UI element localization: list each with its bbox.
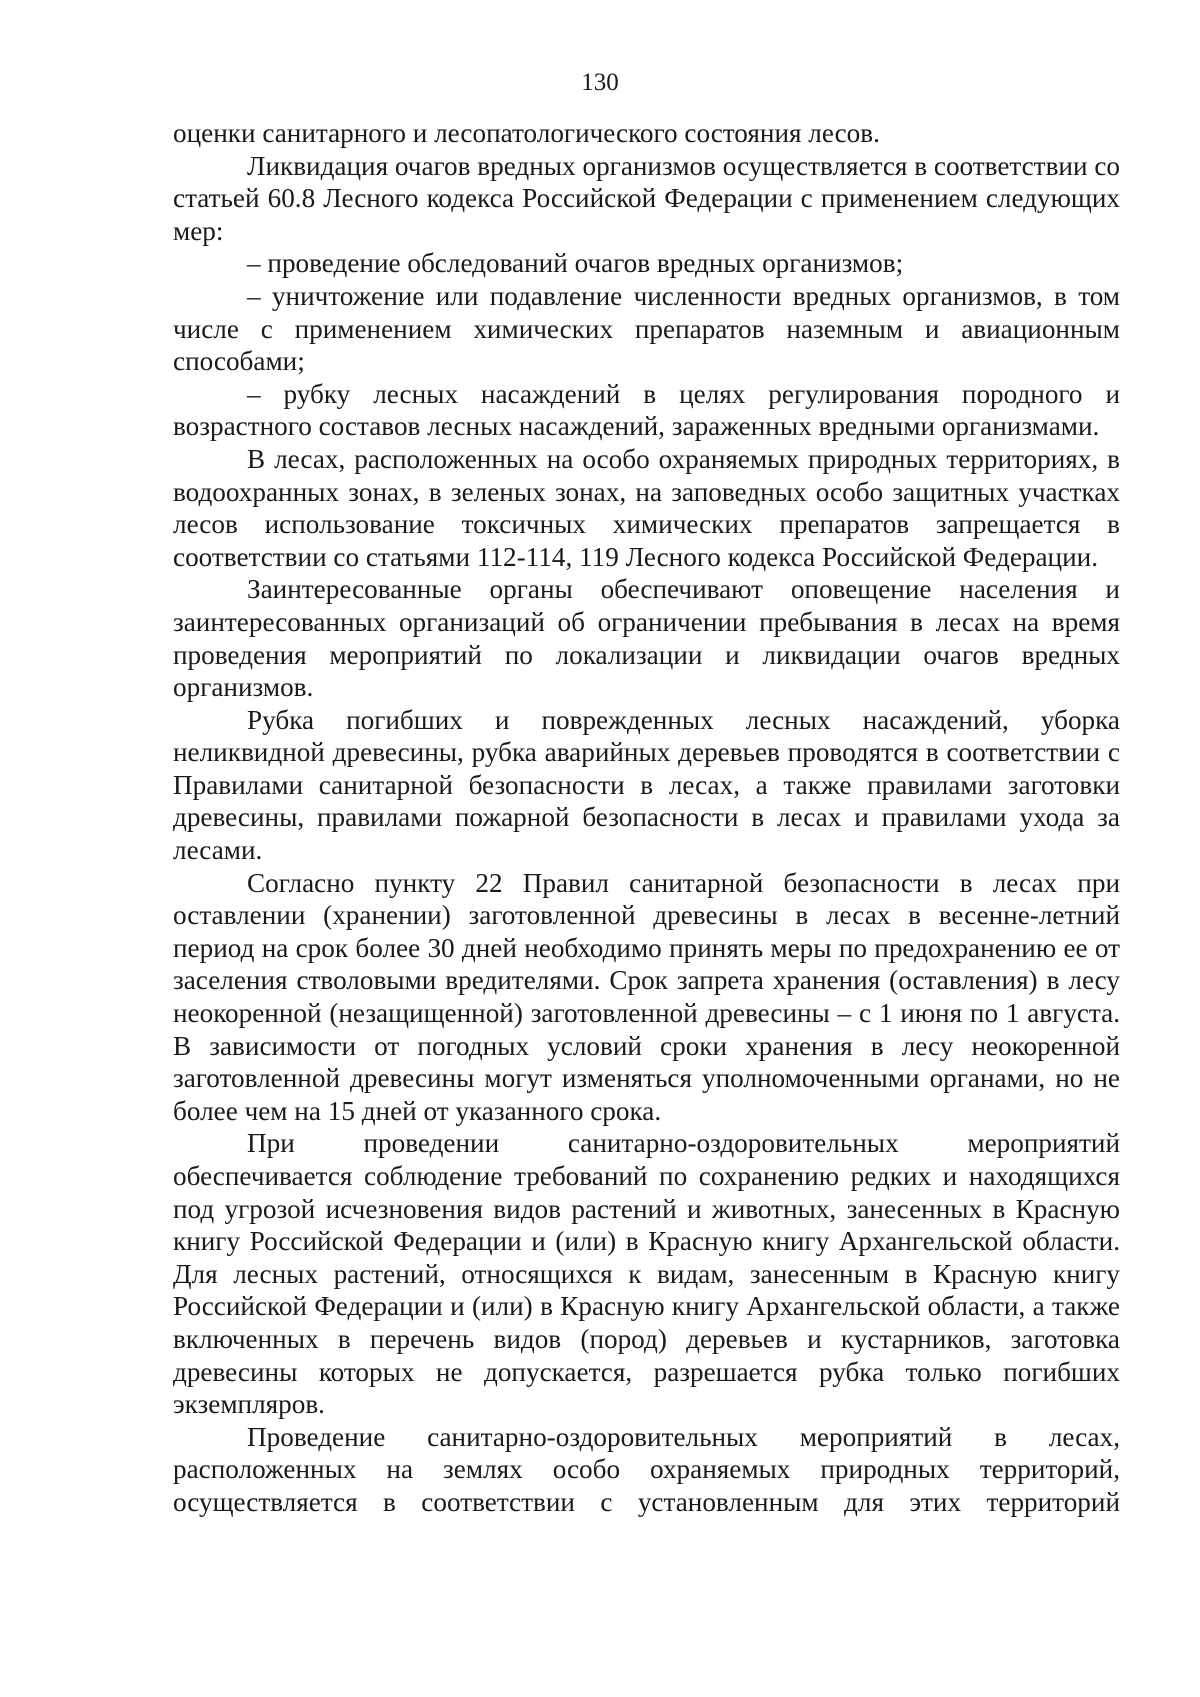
- paragraph-continuation: оценки санитарного и лесопатологического состояния лесов.: [173, 118, 880, 148]
- paragraph-wood-storage: Согласно пункту 22 Правил санитарной безопасности в лесах при оставлении (хранении) заготовленной древесины в лесах в весенне-летний период на срок более 30 дней необходимо принять меры по предохранению ее от заселения стволовыми вредителями. Срок запрета хранения (оставления) в лесу неокоренной (незащищенной) заготовленной древесины – с 1 июня по 1 августа. В зависимости от погодных условий сроки хранения в лесу неокоренной заготовленной древесины могут изменяться уполномоченными органами, но не более чем на 15 дней от указанного срока.: [173, 867, 1120, 1126]
- paragraph-notification: Заинтересованные органы обеспечивают оповещение населения и заинтересованных организаций об ограничении пребывания в лесах на время проведения мероприятий по локализации и ликвидации очагов вредных организмов.: [173, 574, 1120, 703]
- paragraph-protected-territories: Проведение санитарно-оздоровительных мероприятий в лесах, расположенных на землях особо охраняемых природных территорий, осуществляется в соответствии с установленным для этих территорий: [173, 1421, 1120, 1517]
- paragraph-red-book: При проведении санитарно-оздоровительных мероприятий обеспечивается соблюдение требований по сохранению редких и находящихся под угрозой исчезновения видов растений и животных, занесенных в Красную книгу Российской Федерации и (или) в Красную книгу Архангельской области. Для лесных растений, относящихся к видам, занесенным в Красную книгу Российской Федерации и (или) в Красную книгу Архангельской области, а также включенных в перечень видов (пород) деревьев и кустарников, заготовка древесины которых не допускается, разрешается рубка только погибших экземпляров.: [173, 1128, 1120, 1420]
- list-item-felling: – рубку лесных насаждений в целях регулирования породного и возрастного составов лесных насаждений, зараженных вредными организмами.: [173, 378, 1120, 442]
- document-body: [173, 117, 1120, 1519]
- paragraph-liquidation-intro: Ликвидация очагов вредных организмов осуществляется в соответствии со статьей 60.8 Лесного кодекса Российской Федерации с применением следующих мер:: [173, 150, 1120, 246]
- page-number: 130: [581, 69, 619, 96]
- list-item-destruction: – уничтожение или подавление численности вредных организмов, в том числе с применением химических препаратов наземным и авиационным способами;: [173, 280, 1120, 377]
- paragraph-protected-areas: В лесах, расположенных на особо охраняемых природных территориях, в водоохранных зонах, в зеленых зонах, на заповедных особо защитных участках лесов использование токсичных химических препаратов запрещается в соответствии со статьями 112-114, 119 Лесного кодекса Российской Федерации.: [173, 443, 1120, 572]
- list-item-surveys: – проведение обследований очагов вредных организмов;: [247, 248, 904, 279]
- paragraph-felling-rules: Рубка погибших и поврежденных лесных насаждений, уборка неликвидной древесины, рубка аварийных деревьев проводятся в соответствии с Правилами санитарной безопасности в лесах, а также правилами заготовки древесины, правилами пожарной безопасности в лесах и правилами ухода за лесами.: [173, 704, 1120, 866]
